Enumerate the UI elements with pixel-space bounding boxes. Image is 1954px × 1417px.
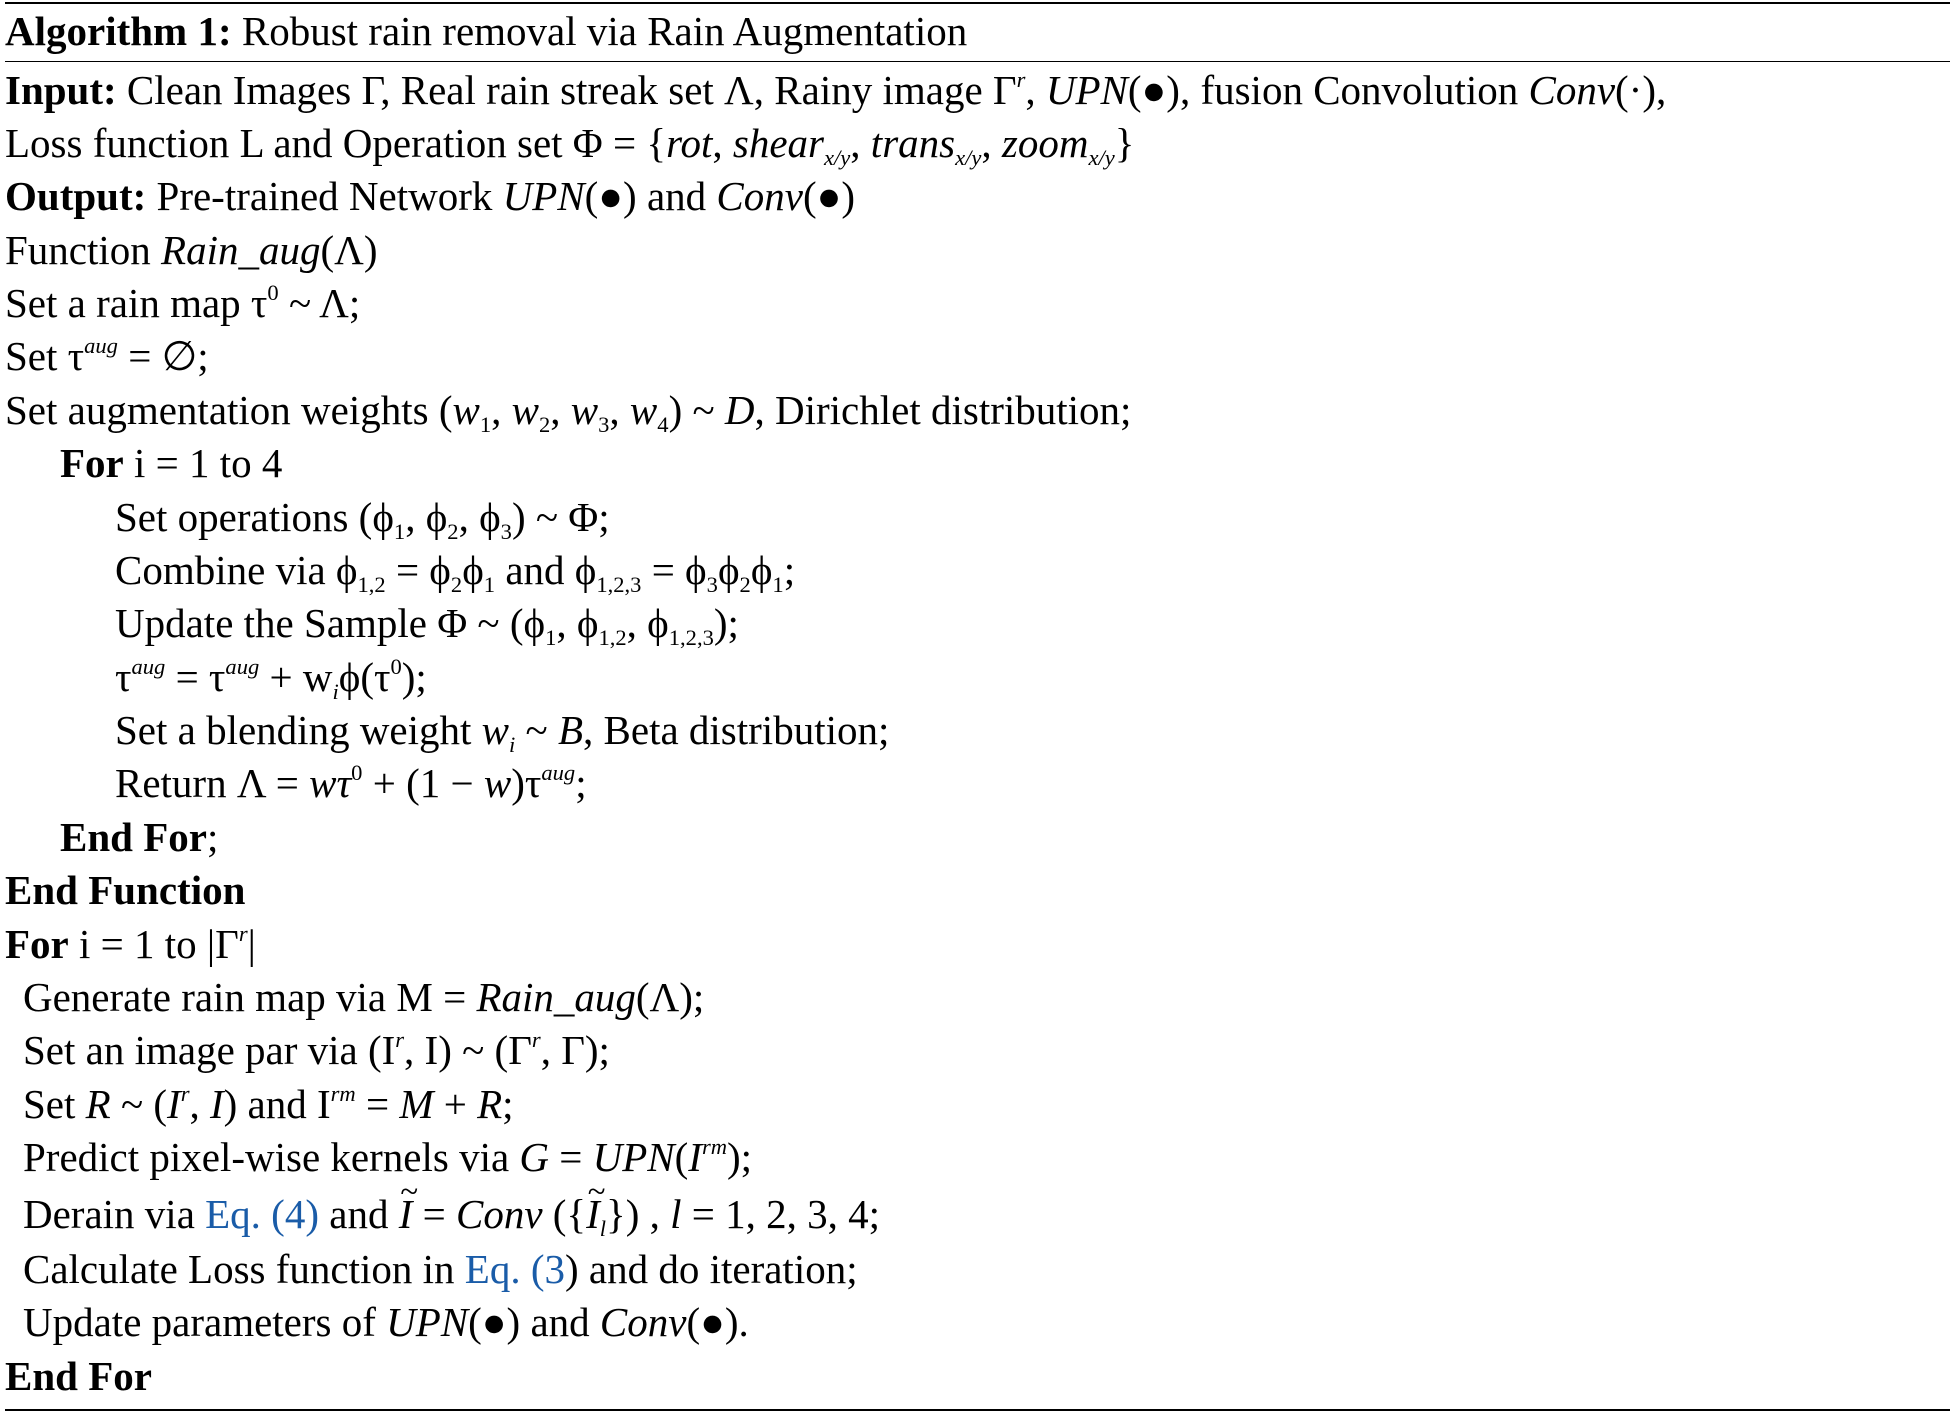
text: = (355, 1080, 400, 1127)
upn-symbol: UPN (592, 1134, 675, 1181)
text: , (189, 1080, 210, 1127)
text: , (1025, 66, 1046, 113)
text: ) ~ Φ; (511, 493, 610, 540)
text: = τ (165, 653, 226, 700)
function-name: Rain_aug (161, 226, 321, 273)
step-tau-update: $\tau^{aug} = \tau^{aug} + w_i\phi(\tau^0)$; (115, 653, 427, 704)
text: } (1114, 119, 1135, 166)
var-D: D (724, 386, 755, 433)
var-l: l (670, 1191, 682, 1238)
conv-symbol: Conv (1528, 66, 1616, 113)
subscript: x/y (955, 144, 982, 170)
algorithm-label: Algorithm 1: (5, 8, 232, 55)
main-step-generate (23, 973, 705, 1020)
superscript: 0 (267, 280, 279, 306)
var-R: R (477, 1080, 503, 1127)
text: ( (674, 1134, 689, 1181)
text: Set an image par via (I (23, 1027, 396, 1074)
text: τ (115, 653, 132, 700)
text: ~ (515, 707, 558, 754)
op-zoom: zoom (1001, 119, 1089, 166)
text: = ∅; (117, 333, 209, 380)
subscript: x/y (1088, 144, 1115, 170)
step-weights: Set augmentation weights ($w_1$, $w_2$, $w_3$, $w_4$) ~ D, Dirichlet distribution; (5, 386, 1132, 437)
text: Set (23, 1080, 86, 1127)
algorithm-title (5, 8, 968, 55)
text: Pre-trained Network (156, 173, 503, 220)
main-step-loss (23, 1245, 858, 1292)
text: , fusion Convolution (1179, 66, 1529, 113)
text: ; (502, 1080, 514, 1127)
subscript: x/y (824, 144, 851, 170)
text: Set augmentation weights ( (5, 386, 453, 433)
var-I: I (688, 1134, 702, 1181)
text: Derain via (23, 1191, 206, 1238)
var-R: R (85, 1080, 111, 1127)
top-rule (5, 2, 1950, 4)
var-w: w (629, 386, 658, 433)
superscript: aug (84, 333, 118, 359)
text: }) , (606, 1191, 671, 1238)
text: ); (727, 1134, 753, 1181)
text: = (412, 1191, 456, 1238)
eq4-link[interactable]: Eq. (4) (205, 1191, 319, 1238)
var-I: I (209, 1080, 224, 1127)
var-w: w (481, 707, 510, 754)
output-label: Output: (5, 173, 147, 220)
text: ({ (542, 1191, 587, 1238)
op-rot: rot (666, 119, 713, 166)
superscript: 0 (351, 760, 363, 786)
var-w: w (452, 386, 480, 433)
header-rule (5, 61, 1950, 62)
text: = 1, 2, 3, 4; (681, 1191, 881, 1238)
step-rain-map (5, 280, 361, 327)
end-function: End Function (5, 867, 246, 914)
input-line-1 (5, 66, 1667, 113)
subscript: l (599, 1216, 607, 1242)
outer-end-for: End For (5, 1352, 152, 1399)
superscript: r (180, 1080, 190, 1106)
main-step-predict (23, 1134, 753, 1181)
text: + (1 − (362, 760, 484, 807)
text: (●). (686, 1299, 749, 1346)
main-step-image-pair (23, 1027, 610, 1074)
upn-symbol: UPN (502, 173, 585, 220)
text: ~ Λ; (278, 280, 361, 327)
keyword-end-for: End For (60, 813, 207, 860)
text: ; (206, 813, 219, 860)
output-line (5, 173, 856, 220)
text: Set a blending weight (115, 707, 482, 754)
superscript: aug (541, 760, 576, 786)
superscript: r (531, 1027, 541, 1053)
var-w: w (511, 386, 539, 433)
text: | (247, 920, 256, 967)
eq3-link[interactable]: Eq. (3 (464, 1245, 565, 1292)
text: (●) (802, 173, 856, 220)
text: , Γ); (540, 1027, 610, 1074)
text: Combine via ϕ (115, 546, 358, 593)
step-update-sample: Update the Sample Φ ~ ($\phi_1$, $\phi_{1,2}$, $\phi_{1,2,3}$); (115, 600, 739, 651)
text: , Dirichlet distribution; (754, 386, 1132, 433)
main-step-set-r (23, 1080, 514, 1127)
text: (●) (584, 173, 637, 220)
text: )τ (511, 760, 542, 807)
var-w: w (483, 760, 512, 807)
var-I-tilde: ~ I (586, 1194, 600, 1235)
text: (●) (1127, 66, 1180, 113)
text: Update the Sample Φ ~ (ϕ (115, 600, 546, 647)
text: i = 1 to |Γ (68, 920, 239, 967)
text: ) and I (223, 1080, 331, 1127)
text: Function (5, 226, 162, 273)
text: (·), (1615, 66, 1667, 113)
var-G: G (519, 1134, 550, 1181)
superscript: aug (131, 653, 166, 679)
var-B: B (557, 707, 584, 754)
superscript: aug (225, 653, 260, 679)
algorithm-name: Robust rain removal via Rain Augmentation (241, 8, 968, 55)
superscript: 0 (390, 653, 402, 679)
text: Set a rain map τ (5, 280, 268, 327)
conv-symbol: Conv (716, 173, 803, 220)
text: Calculate Loss function in (23, 1245, 465, 1292)
step-combine: Combine via $\phi_{1,2} = \phi_2\phi_1$ and $\phi_{1,2,3} = \phi_3\phi_2\phi_1$; (115, 546, 796, 597)
keyword-for: For (60, 440, 124, 487)
superscript: r (238, 920, 248, 946)
var-M: M (399, 1080, 434, 1127)
conv-symbol: Conv (599, 1299, 687, 1346)
text: ϕ(τ (338, 653, 391, 700)
text: ~ ( (110, 1080, 168, 1127)
superscript: r (395, 1027, 405, 1053)
text: Predict pixel-wise kernels via (23, 1134, 520, 1181)
text: , I) ~ (Γ (404, 1027, 532, 1074)
input-line-2: Loss function L and Operation set Φ = {rot, shear$_{x/y}$, trans$_{x/y}$, zoom$_{x/y}$} (5, 119, 1135, 170)
bottom-rule (5, 1409, 1950, 1411)
input-label: Input: (5, 66, 117, 113)
var-I: I (167, 1080, 181, 1127)
text: , Beta distribution; (583, 707, 890, 754)
text: Update parameters of (23, 1299, 387, 1346)
text: + w (259, 653, 333, 700)
text: Return Λ = (115, 760, 310, 807)
text: (●) and (468, 1299, 600, 1346)
conv-symbol: Conv (455, 1191, 543, 1238)
var-w: w (570, 386, 599, 433)
text: and (636, 173, 717, 220)
input-text: Clean Images Γ, Real rain streak set Λ, Rainy image Γ (126, 66, 1017, 113)
outer-for (5, 920, 256, 967)
text: Generate rain map via M = (23, 973, 477, 1020)
text: + (433, 1080, 478, 1127)
inner-for (60, 440, 283, 487)
step-set-tau (5, 333, 209, 380)
text: Set τ (5, 333, 85, 380)
text: ; (575, 760, 587, 807)
text: (Λ) (320, 226, 378, 273)
superscript: rm (701, 1134, 728, 1160)
text: wτ (309, 760, 352, 807)
step-return (115, 760, 587, 807)
step-blending-weight: Set a blending weight $w_i$ ~ B, Beta distribution; (115, 707, 890, 757)
op-shear: shear (732, 119, 825, 166)
var-I-tilde: ~ I (399, 1194, 413, 1235)
text: Set operations (ϕ (115, 493, 394, 540)
inner-end-for (60, 813, 219, 860)
text: ) ~ (668, 386, 725, 433)
text: Loss function L and Operation set Φ = { (5, 119, 667, 166)
upn-symbol: UPN (1045, 66, 1128, 113)
function-name: Rain_aug (476, 973, 636, 1020)
text: ) and do iteration; (565, 1245, 858, 1292)
text: ); (401, 653, 427, 700)
superscript: r (1016, 66, 1026, 92)
op-trans: trans (870, 119, 956, 166)
main-step-derain (23, 1191, 881, 1242)
text: and ϕ (495, 546, 597, 593)
text: i = 1 to 4 (123, 440, 283, 487)
function-header (5, 226, 378, 273)
text: and (319, 1191, 399, 1238)
text: = (549, 1134, 593, 1181)
upn-symbol: UPN (386, 1299, 469, 1346)
main-step-update (23, 1299, 749, 1346)
text: (Λ); (635, 973, 705, 1020)
superscript: rm (330, 1080, 356, 1106)
keyword-for: For (5, 920, 69, 967)
step-operations: Set operations ($\phi_1$, $\phi_2$, $\phi_3$) ~ Φ; (115, 493, 610, 544)
